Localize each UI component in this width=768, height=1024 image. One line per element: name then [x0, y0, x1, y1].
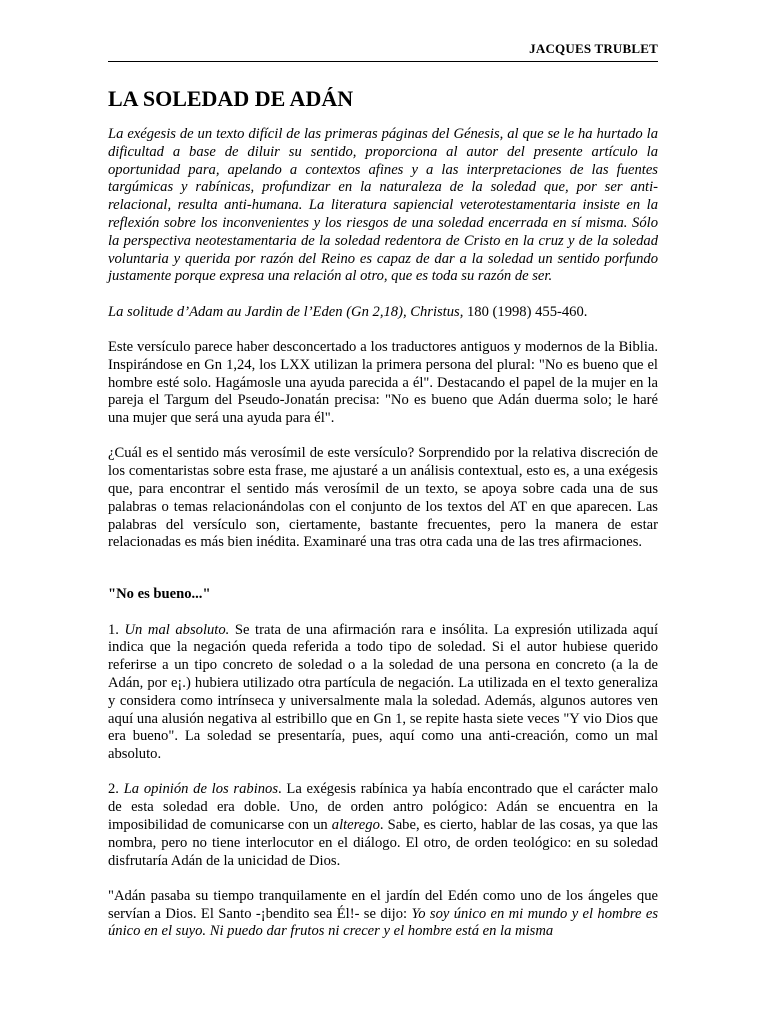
citation-reference: 180 (1998) 455-460.	[463, 303, 588, 320]
point-1-number: 1.	[108, 621, 125, 638]
header-divider	[108, 61, 658, 62]
point-2-number: 2.	[108, 781, 124, 798]
point-1-text: Se trata de una afirmación rara e insólita. La expresión utilizada aquí indica que la negación queda referida a todo tipo de soledad. Si el autor hubiese querido referirse a un tipo concreto de soledad o a la soledad de una persona en concreto (a la de Adán, por e¡.) hubiera utilizado otra partícula de negación. La utilizada en el texto generaliza y considera como intrínseca y universalmente mala la soledad. Además, algunos autores ven aquí una alusión negativa al estribillo que en Gn 1, se repite hasta siete veces "Y vio Dios que era bueno". La soledad se presentaría, pues, aquí como una anti-creación, como un mal absoluto.	[108, 621, 658, 763]
citation-paragraph	[108, 304, 658, 322]
article-body	[108, 126, 658, 959]
quote-paragraph	[108, 888, 658, 941]
point-1-label: Un mal absoluto.	[124, 621, 230, 638]
point-2-paragraph	[108, 781, 658, 870]
point-2-alterego: alterego	[331, 817, 380, 833]
point-2-text-b: . Sabe, es cierto, hablar de las cosas, ya que las nombra, pero no tiene interlocutor en el diálogo. El otro, de orden teológico: en su soledad disfrutaría Adán de la unicidad de Dios.	[108, 817, 658, 869]
section-heading: "No es bueno..."	[108, 586, 211, 603]
quote-italic: Yo soy único en mi mundo y el hombre es único en el suyo. Ni puedo dar frutos ni crecer y el hombre está en la misma	[108, 905, 659, 940]
point-2-label: La opinión de los rabinos	[123, 781, 279, 798]
citation-title: La solitude d’Adam au Jardin de l’Eden (Gn 2,18), Christus,	[108, 303, 464, 320]
point-2-text-a: . La exégesis rabínica ya había encontrado que el carácter malo de esta soledad era doble. Uno, de orden antro pológico: Adán se encuentra en la imposibilidad de comunicarse con un	[108, 781, 659, 833]
body-paragraph-1: Este versículo parece haber desconcertado a los traductores antiguos y modernos de la Biblia. Inspirándose en Gn 1,24, los LXX utilizan la primera persona del plural: "No es bueno que el hombre esté solo. Hagámosle una ayuda parecida a él". Destacando el papel de la mujer en la pareja el Targum del Pseudo-Jonatán precisa: "No es bueno que Adán duerma solo; le haré una mujer que será una ayuda para él".	[108, 338, 658, 427]
article-title: LA SOLEDAD DE ADÁN	[108, 86, 354, 111]
body-paragraph-2: ¿Cuál es el sentido más verosímil de este versículo? Sorprendido por la relativa discreción de los comentaristas sobre esta frase, me ajustaré a un análisis contextual, esto es, a una exégesis que, para encontrar el sentido más verosímil de un texto, se apoya sobre cada una de sus palabras o temas relacionándolas con el conjunto de los textos del AT en que aparecen. Las palabras del versículo son, ciertamente, bastante frecuentes, pero la manera de estar relacionadas es más bien inédita. Examinaré una tras otra cada una de las tres afirmaciones.	[108, 445, 658, 551]
quote-text: "Adán pasaba su tiempo tranquilamente en el jardín del Edén como uno de los ángeles que servían a Dios. El Santo -¡bendito sea Él!- se dijo:	[108, 887, 658, 922]
point-1-paragraph	[108, 622, 658, 764]
abstract-paragraph: La exégesis de un texto difícil de las primeras páginas del Génesis, al que se le ha hurtado la dificultad a base de diluir su sentido, proporciona al autor del presente artículo la oportunidad para, apelando a contextos afines y a las interpretaciones de las fuentes targúmicas y rabínicas, profundizar en la naturaleza de la soledad que, por ser anti-relacional, resulta anti-humana. La literatura sapiencial veterotestamentaria insiste en la reflexión sobre los inconvenientes y los riesgos de una soledad encerrada en sí misma. Sólo la perspectiva neotestamentaria de la soledad redentora de Cristo en la cruz y de la soledad voluntaria y querida por razón del Reino es capaz de dar a la soledad un sentido porfundo justamente porque expresa una relación al otro, que es toda su razón de ser.	[108, 126, 658, 285]
running-header-author: JACQUES TRUBLET	[529, 41, 658, 56]
